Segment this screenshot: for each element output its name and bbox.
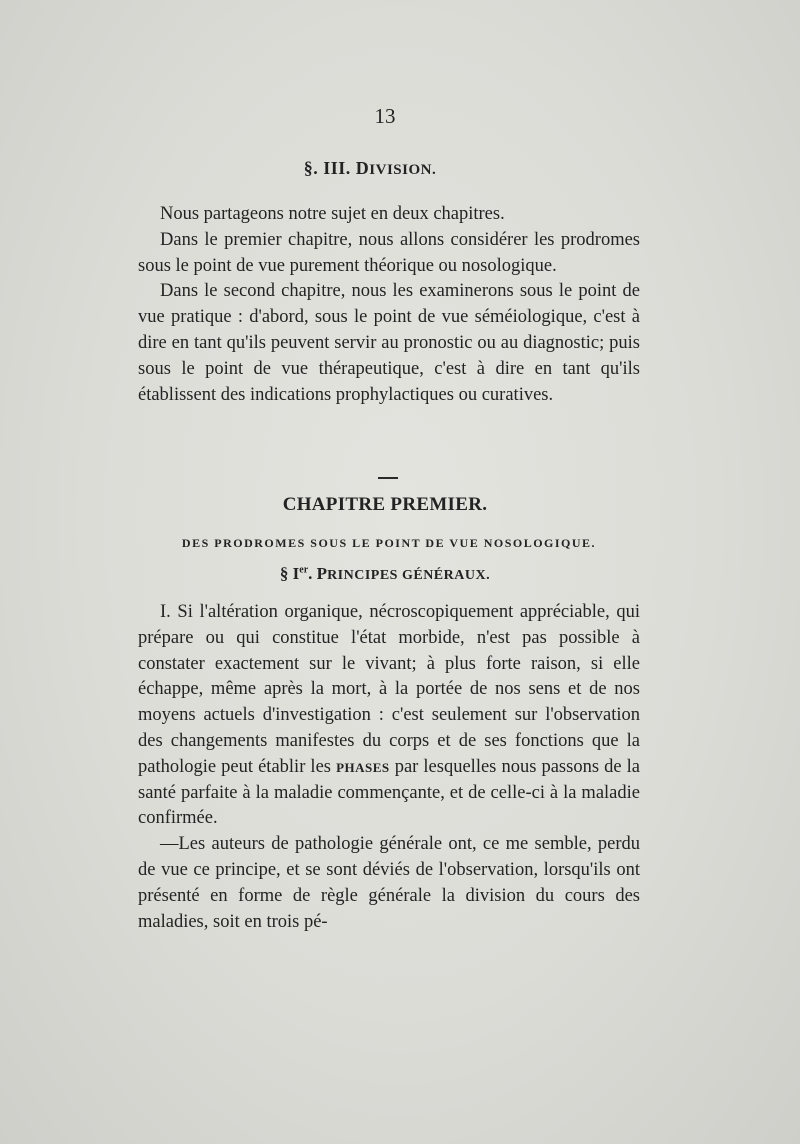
section-heading — [0, 158, 740, 179]
intro-text — [138, 202, 640, 408]
chapter-title: CHAPITRE PREMIER. — [282, 494, 488, 515]
page-number: 13 — [374, 104, 396, 128]
emphasized-word: PHASES — [336, 759, 390, 775]
subsection-prefix: § I — [279, 564, 300, 583]
subsection-dot: . P — [308, 564, 328, 583]
chapter-subtitle: DES PRODROMES SOUS LE POINT DE VUE NOSOLOGIQUE. — [181, 536, 597, 550]
body-paragraph — [138, 600, 640, 832]
subsection-heading — [0, 564, 770, 584]
section-divider — [378, 477, 398, 479]
subsection-superscript: er — [299, 564, 309, 576]
intro-paragraph: Dans le second chapitre, nous les examinerons sous le point de vue pratique : d'abord, sous le point de vue séméiologique, c'est à dire en tant qu'ils peuvent servir au pronostic ou au diagnostic; puis sous le point de vue thérapeutique, c'est à dire en tant qu'ils établissent des indications prophylactiques ou curatives. — [138, 281, 640, 405]
intro-paragraph: Nous partageons notre sujet en deux chapitres. — [160, 204, 505, 224]
section-heading-smallcaps: IVISION. — [369, 162, 437, 178]
intro-paragraph: Dans le premier chapitre, nous allons considérer les prodromes sous le point de vue purement théorique ou nosologique. — [138, 229, 640, 276]
section-heading-prefix: §. III. D — [303, 158, 370, 178]
body-text-run: par lesquelles nous passons de la santé parfaite à la maladie commençante, et de celle-ci à la maladie confirmée. — [138, 756, 640, 829]
subsection-smallcaps: RINCIPES GÉNÉRAUX. — [327, 568, 491, 583]
body-text-run: I. Si l'altération organique, nécroscopiquement appréciable, qui prépare ou qui constitue l'état morbide, n'est pas possible à constater exactement sur le vivant; à plus forte raison, si elle échappe, même après la mort, à la portée de nos sens et de nos moyens actuels d'investigation : c'est seulement sur l'observation des changements manifestes du corps et de ses fonctions que la pathologie peut établir les — [138, 602, 640, 777]
body-text — [138, 600, 640, 935]
body-paragraph: —Les auteurs de pathologie générale ont, ce me semble, perdu de vue ce principe, et se sont déviés de l'observation, lorsqu'ils ont présenté en forme de règle générale la division du cours des maladies, soit en trois pé- — [138, 834, 640, 932]
